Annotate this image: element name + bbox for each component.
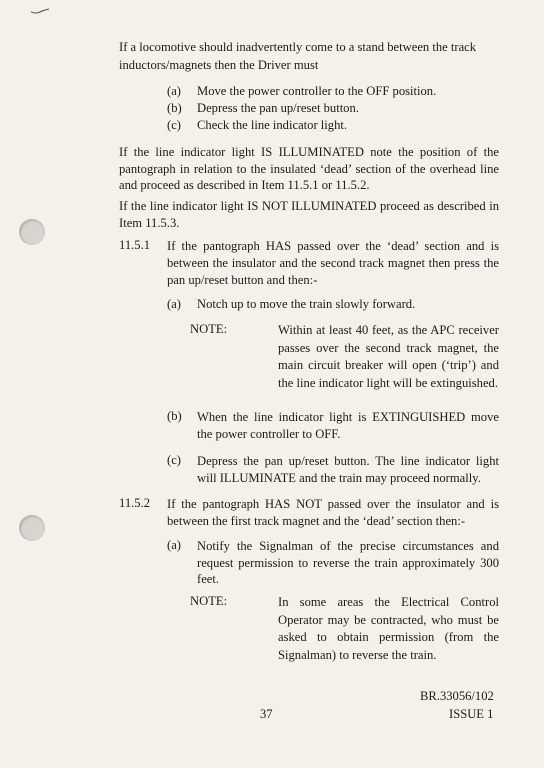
punch-hole-bottom bbox=[19, 515, 45, 541]
s1151-b-text: When the line indicator light is EXTINGUISHED move the power controller to OFF. bbox=[197, 410, 499, 441]
step-b-label: (b) bbox=[167, 101, 182, 115]
step-a-text: Move the power controller to the OFF position. bbox=[197, 84, 437, 98]
s1151-note-text: Within at least 40 feet, as the APC receiver passes over the second track magnet, the main circuit breaker will open (‘trip’) and the line indicator light will be extinguished. bbox=[278, 323, 499, 390]
section-11-5-1-number: 11.5.1 bbox=[119, 238, 151, 252]
pen-mark bbox=[30, 6, 50, 16]
section-11-5-1-text: If the pantograph HAS passed over the ‘dead’ section and is between the insulator and the second track magnet then press the pan up/reset button and then:- bbox=[167, 239, 499, 287]
document-reference: BR.33056/102 bbox=[420, 689, 494, 703]
s1151-a-text: Notch up to move the train slowly forward. bbox=[197, 297, 416, 311]
s1152-a-label: (a) bbox=[167, 538, 181, 552]
s1151-c-text: Depress the pan up/reset button. The line indicator light will ILLUMINATE and the train may proceed normally. bbox=[197, 454, 499, 485]
not-illuminated-paragraph: If the line indicator light IS NOT ILLUMINATED proceed as described in Item 11.5.3. bbox=[119, 199, 499, 230]
s1152-note-text: In some areas the Electrical Control Operator may be contracted, who must be asked to obtain permission (from the Signalman) to reverse the train. bbox=[278, 595, 499, 662]
s1151-a-label: (a) bbox=[167, 297, 181, 311]
s1151-c-label: (c) bbox=[167, 453, 181, 467]
punch-hole-top bbox=[19, 219, 45, 245]
intro-line-2: inductors/magnets then the Driver must bbox=[119, 58, 319, 72]
section-11-5-2-text: If the pantograph HAS NOT passed over the insulator and is between the first track magnet and the ‘dead’ section then:- bbox=[167, 497, 499, 528]
s1151-b-label: (b) bbox=[167, 409, 182, 423]
s1152-note-label: NOTE: bbox=[190, 594, 228, 608]
step-c-text: Check the line indicator light. bbox=[197, 118, 348, 132]
intro-line-1: If a locomotive should inadvertently come to a stand between the track bbox=[119, 40, 477, 54]
section-11-5-2-number: 11.5.2 bbox=[119, 496, 151, 510]
issue-label: ISSUE 1 bbox=[449, 707, 494, 721]
step-a-label: (a) bbox=[167, 84, 181, 98]
page-number: 37 bbox=[260, 707, 273, 721]
step-b-text: Depress the pan up/reset button. bbox=[197, 101, 359, 115]
s1151-note-label: NOTE: bbox=[190, 322, 228, 336]
step-c-label: (c) bbox=[167, 118, 181, 132]
illuminated-paragraph: If the line indicator light IS ILLUMINATED note the position of the pantograph in relation to the insulated ‘dead’ section of the overhead line and proceed as described in Item 11.5.1 or 11.5.2. bbox=[119, 145, 499, 192]
s1152-a-text: Notify the Signalman of the precise circumstances and request permission to reverse the train approximately 300 feet. bbox=[197, 539, 499, 586]
